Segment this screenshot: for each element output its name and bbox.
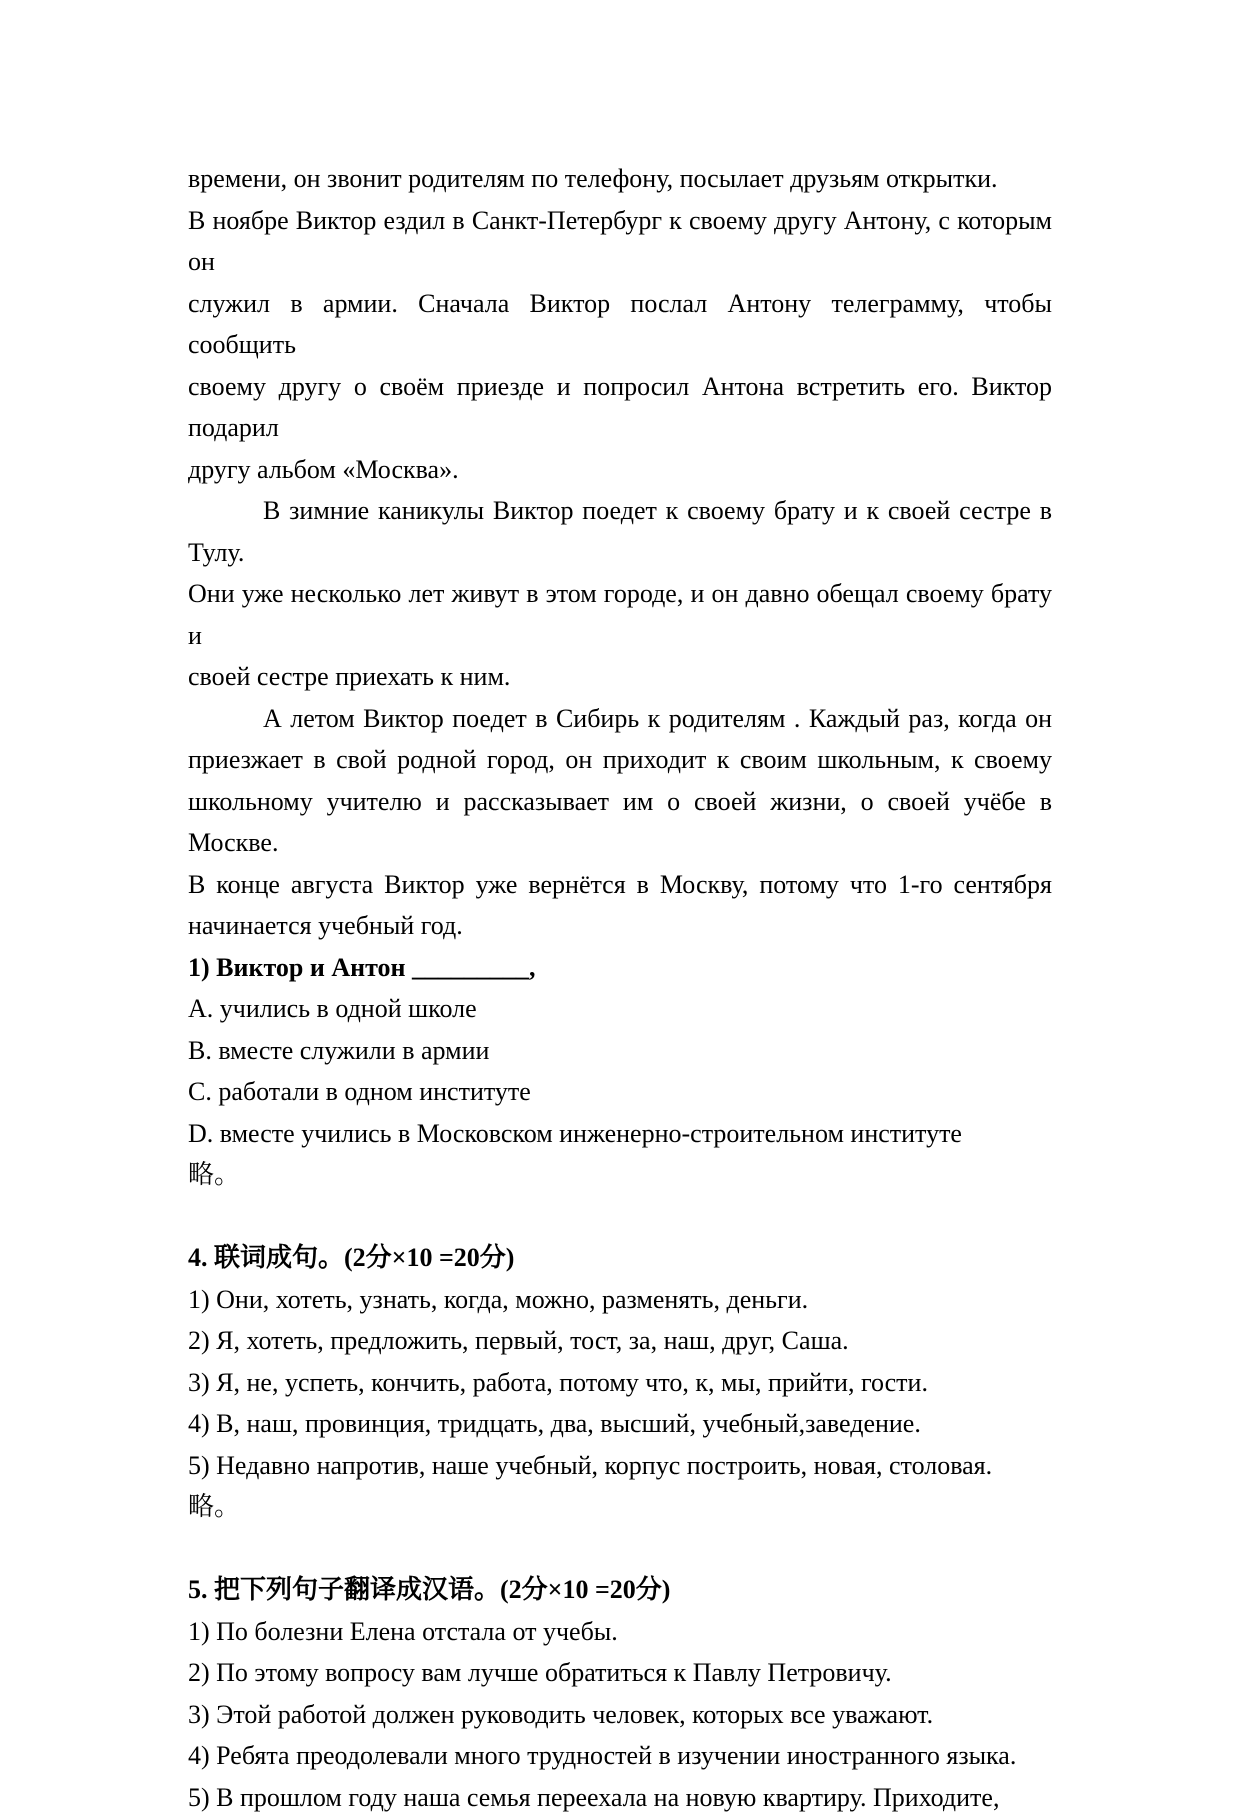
passage-line: А летом Виктор поедет в Сибирь к родителям . Каждый раз, когда он (188, 698, 1052, 740)
blank-line (188, 1196, 1052, 1238)
passage-line: В конце августа Виктор уже вернётся в Москву, потому что 1-го сентября (188, 864, 1052, 906)
passage-line: В ноябре Виктор ездил в Санкт-Петербург к своему другу Антону, с которым он (188, 200, 1052, 283)
passage-line: служил в армии. Сначала Виктор послал Антону телеграмму, чтобы сообщить (188, 283, 1052, 366)
section4-item: 4) В, наш, провинция, тридцать, два, высший, учебный,заведение. (188, 1403, 1052, 1445)
passage-line: приезжает в свой родной город, он приходит к своим школьным, к своему (188, 739, 1052, 781)
passage-line: Они уже несколько лет живут в этом городе, и он давно обещал своему брату и (188, 573, 1052, 656)
section4-item: 5) Недавно напротив, наше учебный, корпус построить, новая, столовая. (188, 1445, 1052, 1487)
section4-item: 3) Я, не, успеть, кончить, работа, потому что, к, мы, прийти, гости. (188, 1362, 1052, 1404)
section5-title: 5. 把下列句子翻译成汉语。(2分×10 =20分) (188, 1569, 1052, 1611)
passage-line: школьному учителю и рассказывает им о своей жизни, о своей учёбе в Москве. (188, 781, 1052, 864)
exam-page-content (188, 158, 1052, 1818)
passage-line: начинается учебный год. (188, 905, 1052, 947)
section5-item: 3) Этой работой должен руководить человек, которых все уважают. (188, 1694, 1052, 1736)
section5-item: 2) По этому вопросу вам лучше обратиться к Павлу Петровичу. (188, 1652, 1052, 1694)
omitted-note: 略。 (188, 1154, 1052, 1196)
option-c: С. работали в одном институте (188, 1071, 1052, 1113)
passage-line: своему другу о своём приезде и попросил Антона встретить его. Виктор подарил (188, 366, 1052, 449)
passage-line: своей сестре приехать к ним. (188, 656, 1052, 698)
passage-line: В зимние каникулы Виктор поедет к своему брату и к своей сестре в Тулу. (188, 490, 1052, 573)
option-d: D. вместе учились в Московском инженерно-строительном институте (188, 1113, 1052, 1155)
section5-item: 1) По болезни Елена отстала от учебы. (188, 1611, 1052, 1653)
passage-line: времени, он звонит родителям по телефону, посылает друзьям открытки. (188, 158, 1052, 200)
blank-line (188, 1528, 1052, 1570)
section4-item: 1) Они, хотеть, узнать, когда, можно, разменять, деньги. (188, 1279, 1052, 1321)
section5-item: 4) Ребята преодолевали много трудностей в изучении иностранного языка. (188, 1735, 1052, 1777)
section5-item: 5) В прошлом году наша семья переехала на новую квартиру. Приходите, (188, 1777, 1052, 1818)
question-stem: 1) Виктор и Антон _________, (188, 947, 1052, 989)
option-a: А. учились в одной школе (188, 988, 1052, 1030)
section4-item: 2) Я, хотеть, предложить, первый, тост, за, наш, друг, Саша. (188, 1320, 1052, 1362)
section4-title: 4. 联词成句。(2分×10 =20分) (188, 1237, 1052, 1279)
option-b: В. вместе служили в армии (188, 1030, 1052, 1072)
passage-line: другу альбом «Москва». (188, 449, 1052, 491)
omitted-note: 略。 (188, 1486, 1052, 1528)
